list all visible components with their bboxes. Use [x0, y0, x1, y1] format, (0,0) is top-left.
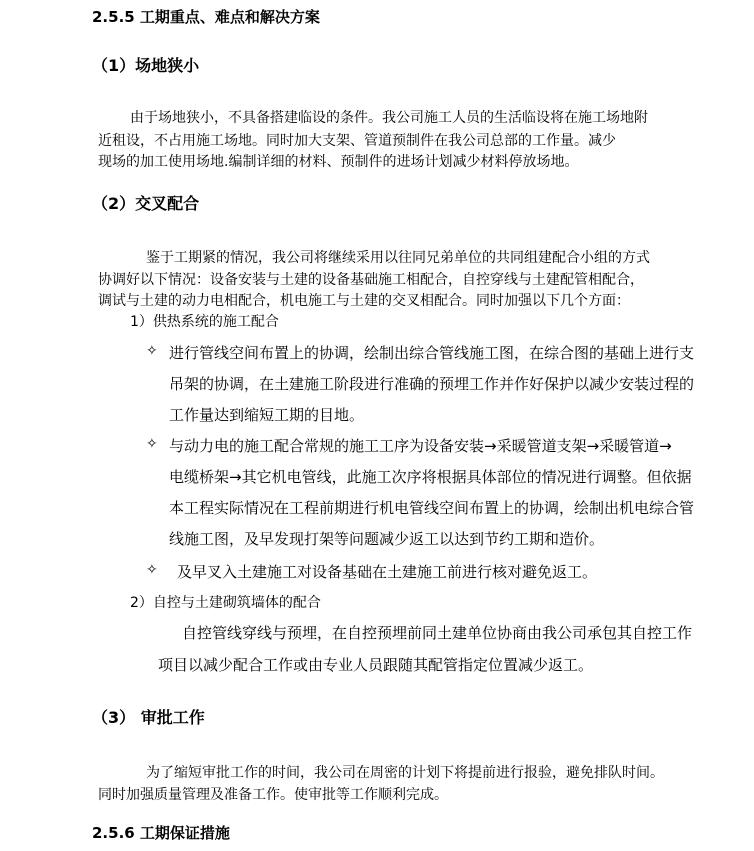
paragraph-line: 由于场地狭小，不具备搭建临设的条件。我公司施工人员的生活临设将在施工场地附	[130, 110, 648, 126]
sub-item-title-heating: 1）供热系统的施工配合	[130, 314, 279, 330]
paragraph-line: 近租设，不占用施工场地。同时加大支架、管道预制件在我公司总部的工作量。减少	[98, 133, 616, 149]
subsection-title-approval: （3） 审批工作	[92, 708, 205, 727]
subsection-title-coordination: （2）交叉配合	[92, 194, 200, 213]
bullet-line: 电缆桥架→其它机电管线，此施工次序将根据具体部位的情况进行调整。但依据	[169, 468, 692, 486]
diamond-bullet-icon: ✧	[146, 343, 158, 359]
paragraph-line: 调试与土建的动力电相配合，机电施工与土建的交叉相配合。同时加强以下几个方面：	[98, 293, 630, 309]
bullet-line: 进行管线空间布置上的协调，绘制出综合管线施工图，在综合图的基础上进行支	[169, 344, 695, 362]
bullet-line: 线施工图，及早发现打架等问题减少返工以达到节约工期和造价。	[169, 530, 605, 548]
sub-item-title-control: 2）自控与土建砌筑墙体的配合	[130, 595, 321, 611]
paragraph-line: 自控管线穿线与预埋，在自控预埋前同土建单位协商由我公司承包其自控工作	[182, 624, 693, 642]
bullet-line: 及早叉入土建施工对设备基础在土建施工前进行核对避免返工。	[177, 563, 598, 581]
diamond-bullet-icon: ✧	[146, 562, 158, 578]
paragraph-line: 为了缩短审批工作的时间，我公司在周密的计划下将提前进行报验，避免排队时间。	[146, 765, 664, 781]
paragraph-line: 同时加强质量管理及准备工作。使审批等工作顺利完成。	[98, 787, 448, 803]
subsection-title-site: （1）场地狭小	[92, 56, 200, 75]
section-heading-2-5-5: 2.5.5 工期重点、难点和解决方案	[92, 8, 320, 26]
paragraph-line: 现场的加工使用场地.编制详细的材料、预制件的进场计划减少材料停放场地。	[98, 154, 579, 170]
paragraph-line: 项目以减少配合工作或由专业人员跟随其配管指定位置减少返工。	[158, 656, 594, 674]
paragraph-line: 鉴于工期紧的情况，我公司将继续采用以往同兄弟单位的共同组建配合小组的方式	[146, 250, 650, 266]
bullet-line: 工作量达到缩短工期的目地。	[169, 406, 365, 424]
bullet-line: 本工程实际情况在工程前期进行机电管线空间布置上的协调，绘制出机电综合管	[169, 499, 695, 517]
section-heading-2-5-6: 2.5.6 工期保证措施	[92, 824, 230, 842]
paragraph-line: 协调好以下情况：设备安装与土建的设备基础施工相配合，自控穿线与土建配管相配合，	[98, 272, 644, 288]
diamond-bullet-icon: ✧	[146, 436, 158, 452]
bullet-line: 与动力电的施工配合常规的施工工序为设备安装→采暖管道支架→采暖管道→	[169, 437, 672, 455]
bullet-line: 吊架的协调，在土建施工阶段进行准确的预埋工作并作好保护以减少安装过程的	[169, 375, 695, 393]
